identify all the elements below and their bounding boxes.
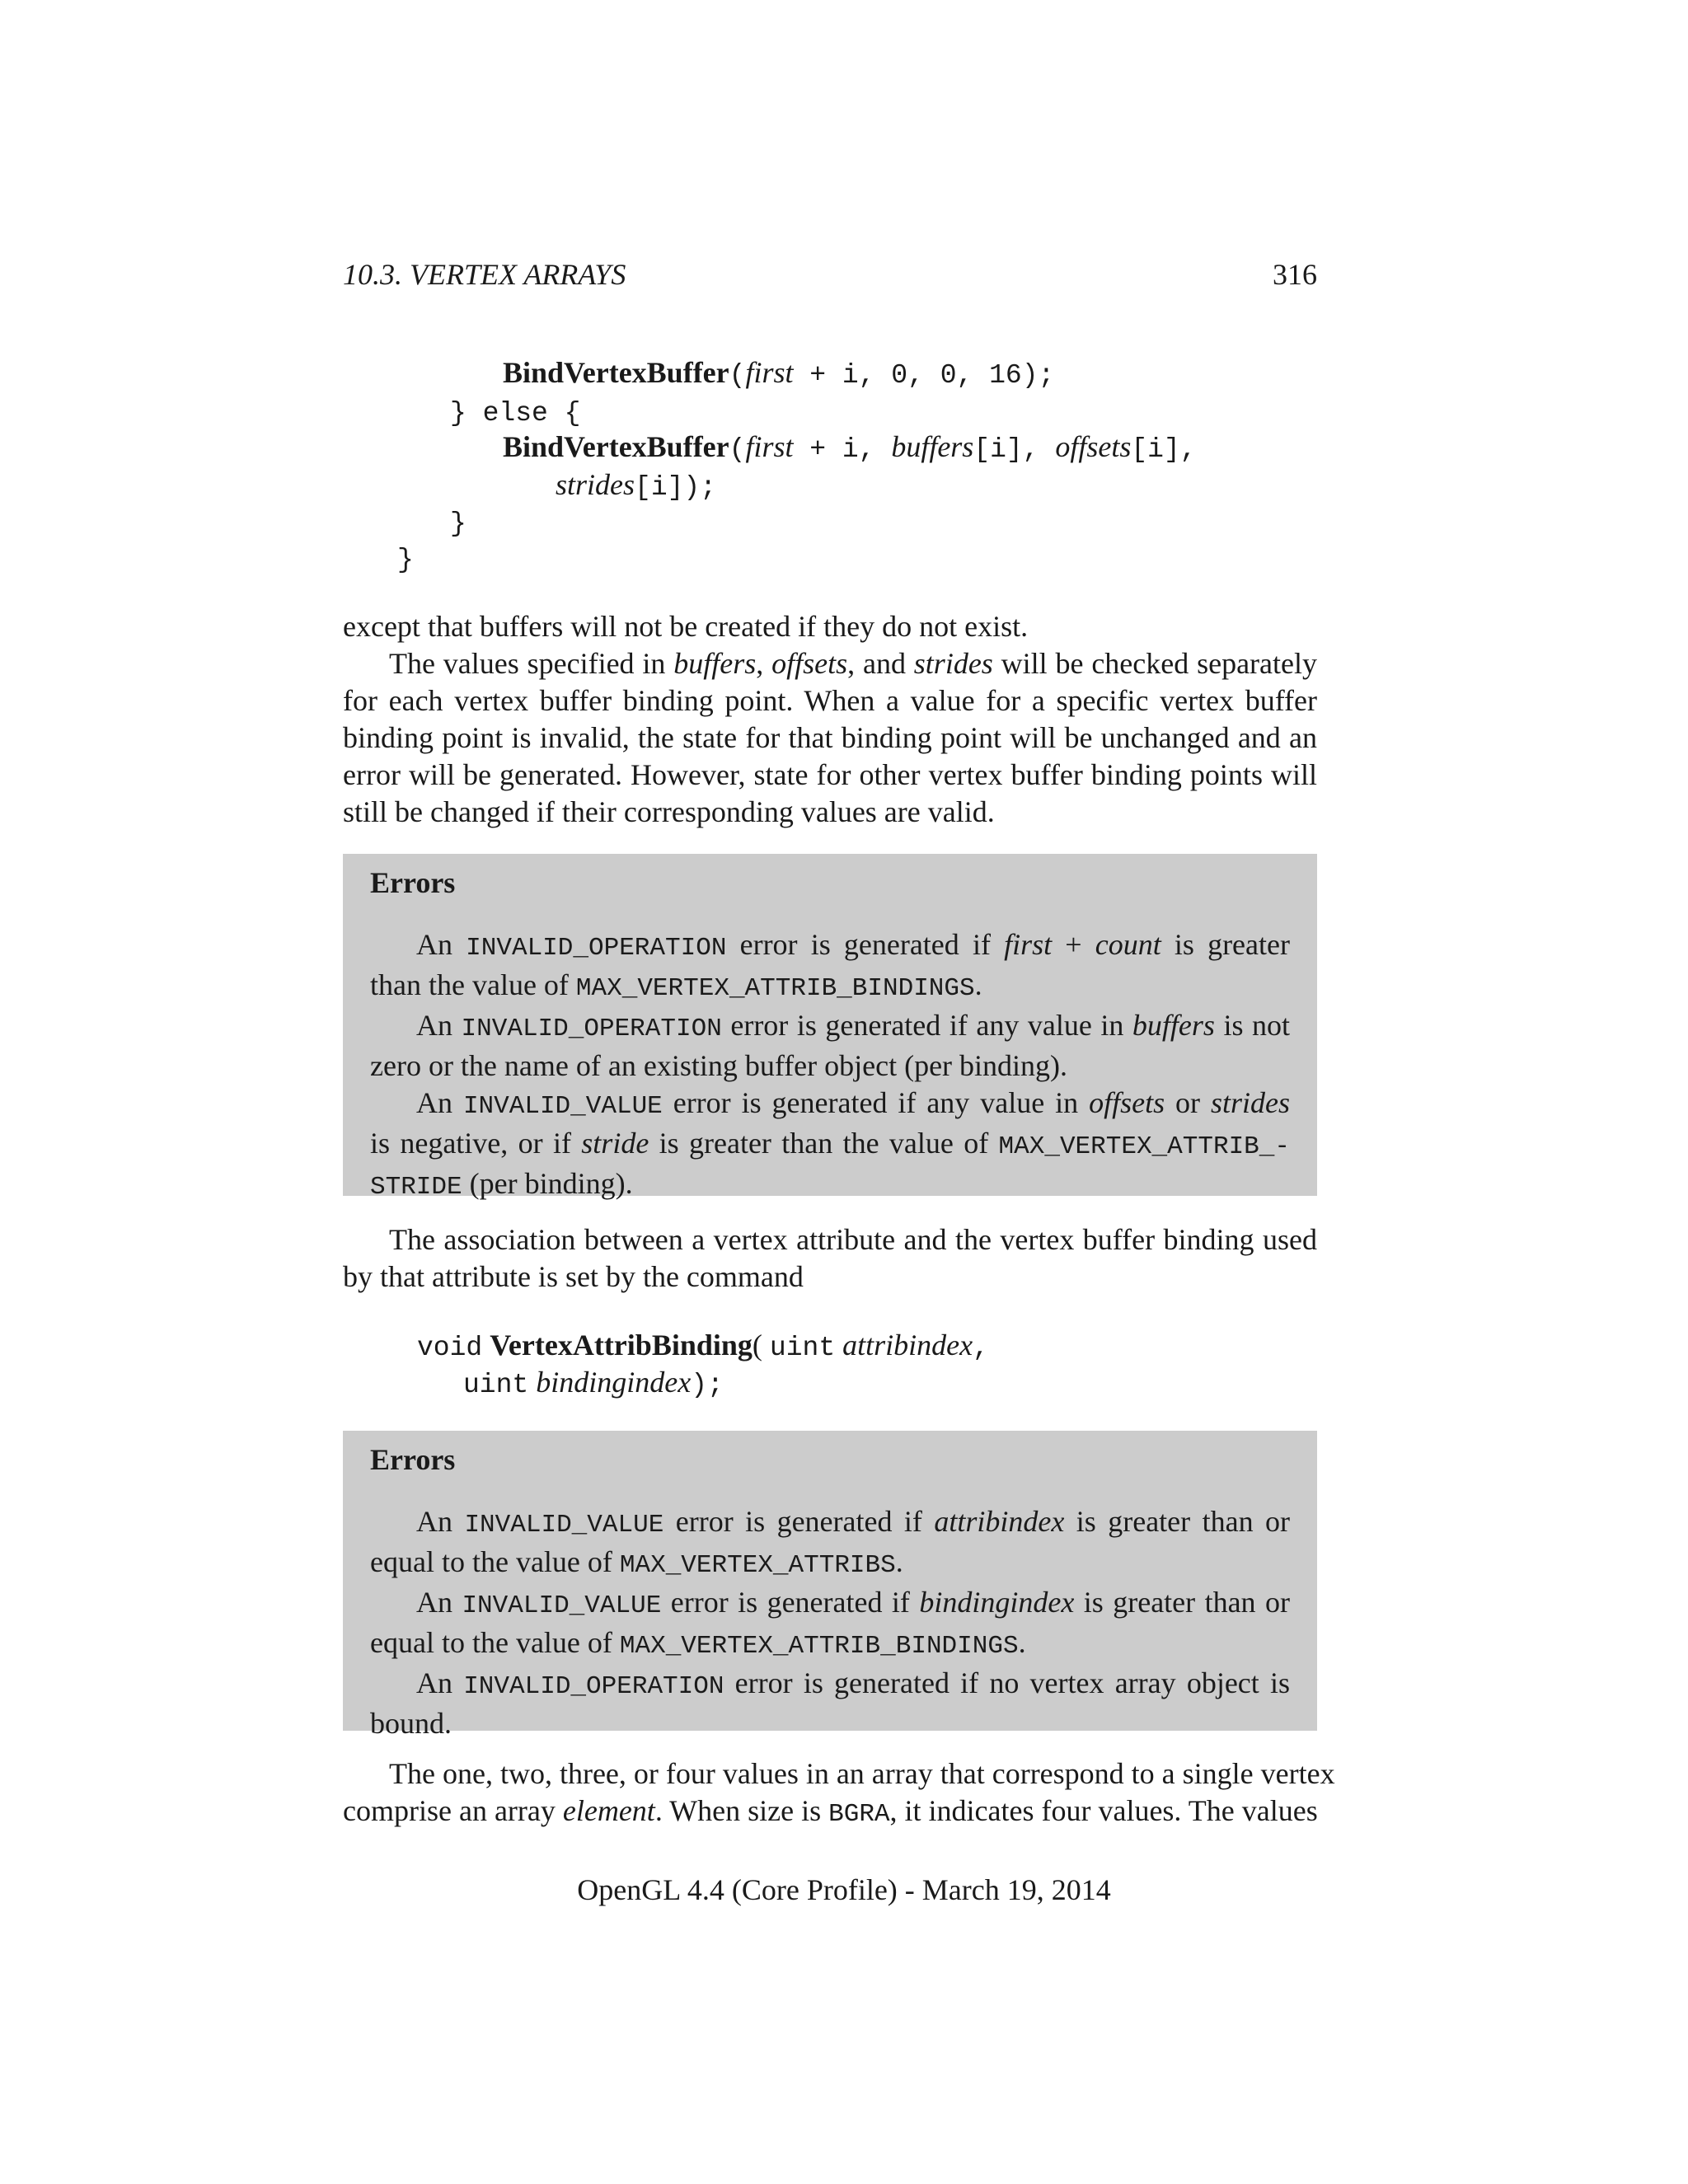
code-line-1: BindVertexBuffer(first + i, 0, 0, 16);	[503, 356, 1055, 391]
errors-heading: Errors	[370, 1443, 456, 1476]
page-footer: OpenGL 4.4 (Core Profile) - March 19, 2014	[577, 1873, 1111, 1906]
code-line-3: BindVertexBuffer(first + i, buffers[i], offsets[i],	[503, 430, 1197, 465]
paragraph-2: The values specified in buffers, offsets, and strides will be checked separately for each vertex buffer binding point. When a value for a specific vertex buffer binding point is invalid, the state for that binding point will be unchanged and an error will be generated. However, state for other vertex buffer binding points will still be changed if their corresponding values are valid.	[343, 647, 1317, 828]
errors-body: An INVALID_OPERATION error is generated if first + count is greater than the value of MAX_VERTEX_ATTRIB_BINDINGS. An INVALID_OPERATION error is generated if any value in buffers is not zero or the name of an existing buffer object (per binding). An INVALID_VALUE error is generated if any value in offsets or strides is negative, or if stride is greater than the value of MAX_VERTEX_ATTRIB_- STRIDE (per binding).	[370, 928, 1291, 1202]
errors-box-2	[343, 1431, 1317, 1740]
running-header	[343, 257, 1317, 292]
code-line-6: }	[397, 545, 414, 575]
code-line-5: }	[450, 509, 467, 539]
code-line-4: strides[i]);	[556, 468, 717, 503]
function-signature-line-1: void VertexAttribBinding( uint attribindex,	[417, 1329, 989, 1363]
code-line-2: } else {	[450, 398, 581, 429]
errors-body: An INVALID_VALUE error is generated if attribindex is greater than or equal to the value of MAX_VERTEX_ATTRIBS. An INVALID_VALUE error is generated if bindingindex is greater than or equal to the value of MAX_VERTEX_ATTRIB_BINDINGS. An INVALID_OPERATION error is generated if no vertex array object is bound.	[370, 1505, 1291, 1740]
errors-box-1	[343, 854, 1317, 1202]
errors-heading: Errors	[370, 866, 456, 899]
paragraph-1: except that buffers will not be created if they do not exist.	[343, 610, 1029, 643]
page-number: 316	[1273, 258, 1317, 291]
paragraph-4: The one, two, three, or four values in an array that correspond to a single vertex comprise an array element. When size is BGRA, it indicates four values. The values	[343, 1757, 1335, 1829]
paragraph-3: The association between a vertex attribute and the vertex buffer binding used by that attribute is set by the command	[343, 1223, 1317, 1293]
section-title: 10.3. VERTEX ARRAYS	[343, 258, 626, 291]
function-signature-line-2: uint bindingindex);	[463, 1366, 724, 1400]
